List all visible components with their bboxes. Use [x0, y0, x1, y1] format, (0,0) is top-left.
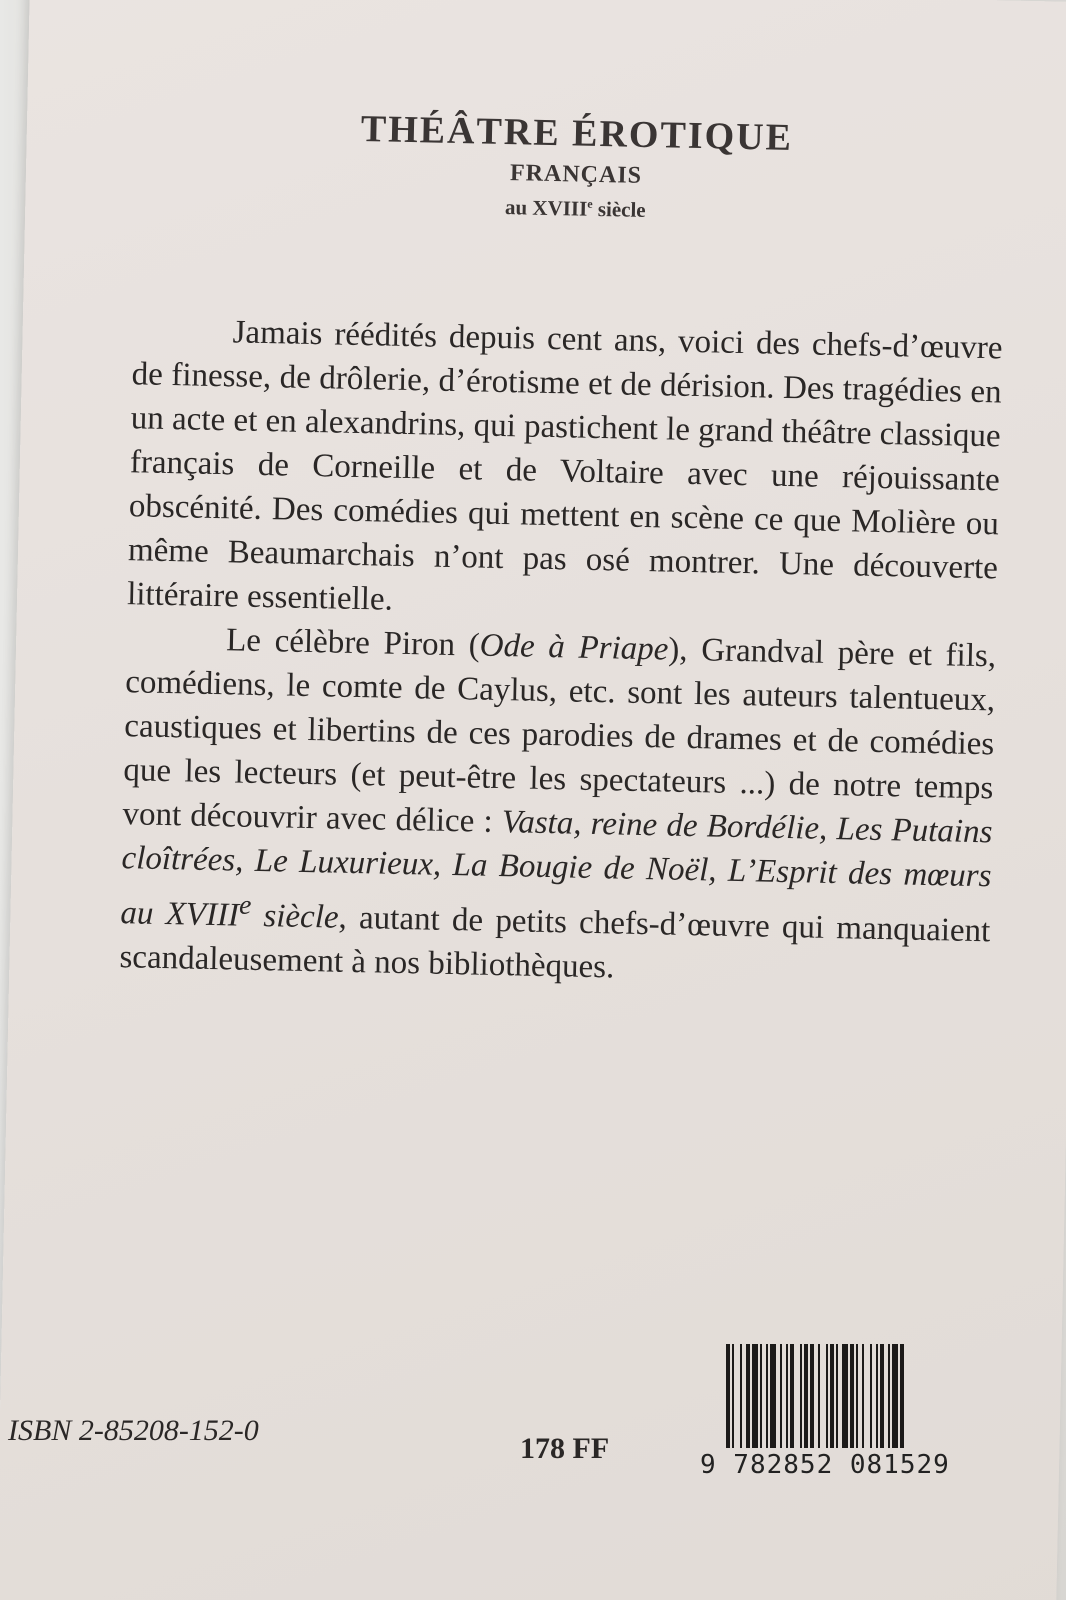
- blurb-p2-part-b: ), Grandval père et fils, comédiens, le comte de Caylus, etc. sont les auteurs talentueux, caustiques et libertins de ces parodies de drames et de comédies que les lecteurs (et peut-être les spectateurs ...) de notre temps vont découvrir avec délice :: [122, 631, 997, 841]
- barcode: [700, 1340, 990, 1480]
- barcode-bar: [818, 1344, 820, 1448]
- book-subtitle: FRANÇAIS: [509, 160, 643, 189]
- blurb-paragraph-1: Jamais réédités depuis cent ans, voici des chefs-d’œuvre de finesse, de drôlerie, d’érotisme et de dérision. Des tragédies en un acte et en alexandrins, qui pastichent le grand théâtre classique français de Corneille et de Voltaire avec une réjouissante obscénité. Des comédies qui mettent en scène ce que Molière ou même Beaumarchais n’ont pas osé montrer. Une découverte littéraire essentielle.: [126, 314, 1003, 618]
- barcode-bar: [880, 1344, 884, 1448]
- barcode-bars-icon: [700, 1340, 990, 1452]
- blurb-play-titles-b: siècle: [250, 897, 339, 936]
- barcode-bar: [900, 1344, 904, 1448]
- barcode-bar: [870, 1344, 872, 1448]
- barcode-bar: [876, 1344, 878, 1448]
- barcode-bar: [856, 1344, 858, 1448]
- barcode-bar: [780, 1344, 782, 1448]
- blurb-play-titles-sup: e: [238, 888, 252, 920]
- isbn-handwritten: ISBN 2-85208-152-0: [8, 1414, 259, 1447]
- blurb-p2-part-c: , autant de petits chefs-d’œuvre qui manquaient scandaleusement à nos bibliothèques.: [119, 899, 991, 986]
- century-superscript: e: [587, 196, 593, 211]
- barcode-bar: [892, 1344, 898, 1448]
- barcode-bar: [766, 1344, 768, 1448]
- barcode-bar: [888, 1344, 890, 1448]
- barcode-bar: [800, 1344, 802, 1448]
- barcode-bar: [842, 1344, 848, 1448]
- price-label: 178 FF: [520, 1432, 610, 1465]
- barcode-bar: [850, 1344, 854, 1448]
- barcode-number: 9 782852 081529: [700, 1450, 950, 1480]
- blurb-play-titles-a: Vasta, reine de Bordélie, Les Putains cloîtrées, Le Luxurieux, La Bougie de Noël, L’Esprit des mœurs au XVIII: [120, 804, 993, 934]
- barcode-bar: [726, 1344, 730, 1448]
- barcode-bar: [830, 1344, 834, 1448]
- barcode-bar: [770, 1344, 776, 1448]
- cover-content: [59, 101, 1037, 998]
- barcode-bar: [826, 1344, 828, 1448]
- barcode-bar: [752, 1344, 758, 1448]
- barcode-bar: [760, 1344, 762, 1448]
- barcode-bar: [810, 1344, 814, 1448]
- barcode-bar: [804, 1344, 808, 1448]
- cover-footer: [0, 1360, 1066, 1500]
- barcode-bar: [746, 1344, 750, 1448]
- century-prefix: au XVIII: [504, 195, 588, 221]
- book-title: THÉÂTRE ÉROTIQUE: [360, 107, 794, 160]
- barcode-bar: [862, 1344, 864, 1448]
- blurb-ode-title: Ode à Priape: [479, 627, 669, 668]
- blurb-paragraph-2: [119, 616, 996, 997]
- barcode-bar: [836, 1344, 838, 1448]
- blurb-p2-part-a: Le célèbre Piron (: [225, 622, 481, 664]
- barcode-bar: [740, 1344, 742, 1448]
- barcode-bar: [732, 1344, 734, 1448]
- blurb: [59, 307, 1033, 998]
- barcode-bar: [786, 1344, 788, 1448]
- century-suffix: siècle: [592, 196, 646, 222]
- barcode-bar: [790, 1344, 794, 1448]
